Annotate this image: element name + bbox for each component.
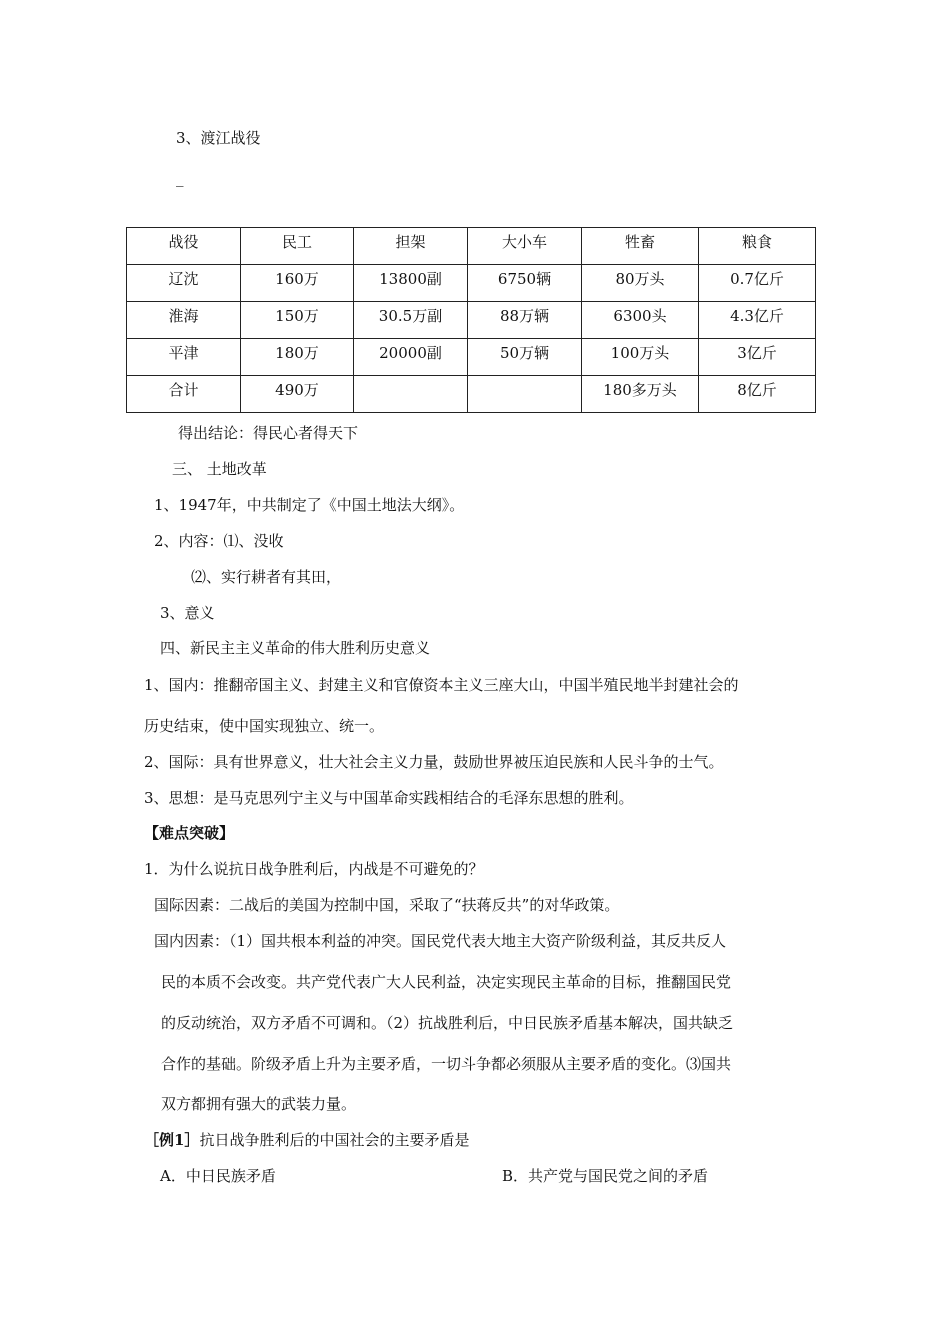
table-cell: 辽沈 — [127, 265, 241, 302]
table-row — [127, 376, 816, 413]
table-cell: 100万头 — [582, 339, 699, 376]
significance-item-2: 2、国际：具有世界意义，壮大社会主义力量，鼓励世界被压迫民族和人民斗争的士气。 — [144, 753, 724, 771]
campaign-heading: 3、渡江战役 — [176, 129, 261, 147]
table-header-cell: 粮食 — [699, 228, 816, 265]
table-header-cell: 战役 — [127, 228, 241, 265]
section-land-reform-title: 三、 土地改革 — [172, 460, 267, 478]
table-cell: 6750辆 — [468, 265, 582, 302]
table-cell: 180万 — [241, 339, 354, 376]
table-header-row — [127, 228, 816, 265]
example-label: ［例1］ — [144, 1131, 200, 1149]
land-reform-item-2: 2、内容：⑴、没收 — [154, 532, 284, 550]
table-row — [127, 339, 816, 376]
table-cell: 88万辆 — [468, 302, 582, 339]
table-cell: 20000副 — [354, 339, 468, 376]
example-text: 抗日战争胜利后的中国社会的主要矛盾是 — [199, 1131, 470, 1149]
significance-item-1-line-1: 1、国内：推翻帝国主义、封建主义和官僚资本主义三座大山，中国半殖民地半封建社会的 — [144, 676, 739, 694]
international-factor: 国际因素：二战后的美国为控制中国，采取了“扶蒋反共”的对华政策。 — [154, 896, 620, 914]
land-reform-item-1: 1、1947年，中共制定了《中国土地法大纲》。 — [154, 496, 465, 514]
table-cell: 50万辆 — [468, 339, 582, 376]
table-cell — [468, 376, 582, 413]
land-reform-item-2b: ⑵、实行耕者有其田， — [191, 568, 342, 586]
table-cell: 淮海 — [127, 302, 241, 339]
table-cell: 0.7亿斤 — [699, 265, 816, 302]
table-cell: 8亿斤 — [699, 376, 816, 413]
table-header-cell: 大小车 — [468, 228, 582, 265]
example-option-b: B．共产党与国民党之间的矛盾 — [502, 1167, 709, 1185]
difficulty-heading: 【难点突破】 — [144, 824, 235, 842]
domestic-factor-line-1: 国内因素：（1）国共根本利益的冲突。国民党代表大地主大资产阶级利益，其反共反人 — [154, 932, 727, 950]
table-cell: 6300头 — [582, 302, 699, 339]
blank-marker: _ — [176, 169, 184, 187]
table-cell: 合计 — [127, 376, 241, 413]
table-cell: 150万 — [241, 302, 354, 339]
domestic-factor-line-2: 民的本质不会改变。共产党代表广大人民利益，决定实现民主革命的目标，推翻国民党 — [161, 973, 732, 991]
table-header-cell: 民工 — [241, 228, 354, 265]
domestic-factor-line-3: 的反动统治，双方矛盾不可调和。（2）抗战胜利后，中日民族矛盾基本解决，国共缺乏 — [161, 1014, 734, 1032]
table-header-cell: 担架 — [354, 228, 468, 265]
table-cell: 490万 — [241, 376, 354, 413]
domestic-factor-line-4: 合作的基础。阶级矛盾上升为主要矛盾，一切斗争都必须服从主要矛盾的变化。⑶国共 — [161, 1055, 732, 1073]
significance-item-1-line-2: 历史结束，使中国实现独立、统一。 — [144, 717, 385, 735]
table-cell: 160万 — [241, 265, 354, 302]
table-cell: 4.3亿斤 — [699, 302, 816, 339]
section-significance-title: 四、新民主主义革命的伟大胜利历史意义 — [160, 639, 431, 657]
table-cell: 180多万头 — [582, 376, 699, 413]
example-option-a: A．中日民族矛盾 — [160, 1167, 276, 1185]
table-cell: 30.5万副 — [354, 302, 468, 339]
land-reform-item-3: 3、意义 — [160, 604, 215, 622]
table-header-cell: 牲畜 — [582, 228, 699, 265]
table-cell: 13800副 — [354, 265, 468, 302]
table-row — [127, 265, 816, 302]
table-cell — [354, 376, 468, 413]
significance-item-3: 3、思想：是马克思列宁主义与中国革命实践相结合的毛泽东思想的胜利。 — [144, 789, 634, 807]
support-table — [126, 227, 816, 413]
table-row — [127, 302, 816, 339]
example-question — [144, 1130, 469, 1150]
difficulty-question: 1．为什么说抗日战争胜利后，内战是不可避免的？ — [144, 860, 484, 878]
table-cell: 3亿斤 — [699, 339, 816, 376]
table-cell: 平津 — [127, 339, 241, 376]
conclusion-text: 得出结论：得民心者得天下 — [178, 424, 359, 442]
domestic-factor-line-5: 双方都拥有强大的武装力量。 — [161, 1095, 357, 1113]
table-cell: 80万头 — [582, 265, 699, 302]
